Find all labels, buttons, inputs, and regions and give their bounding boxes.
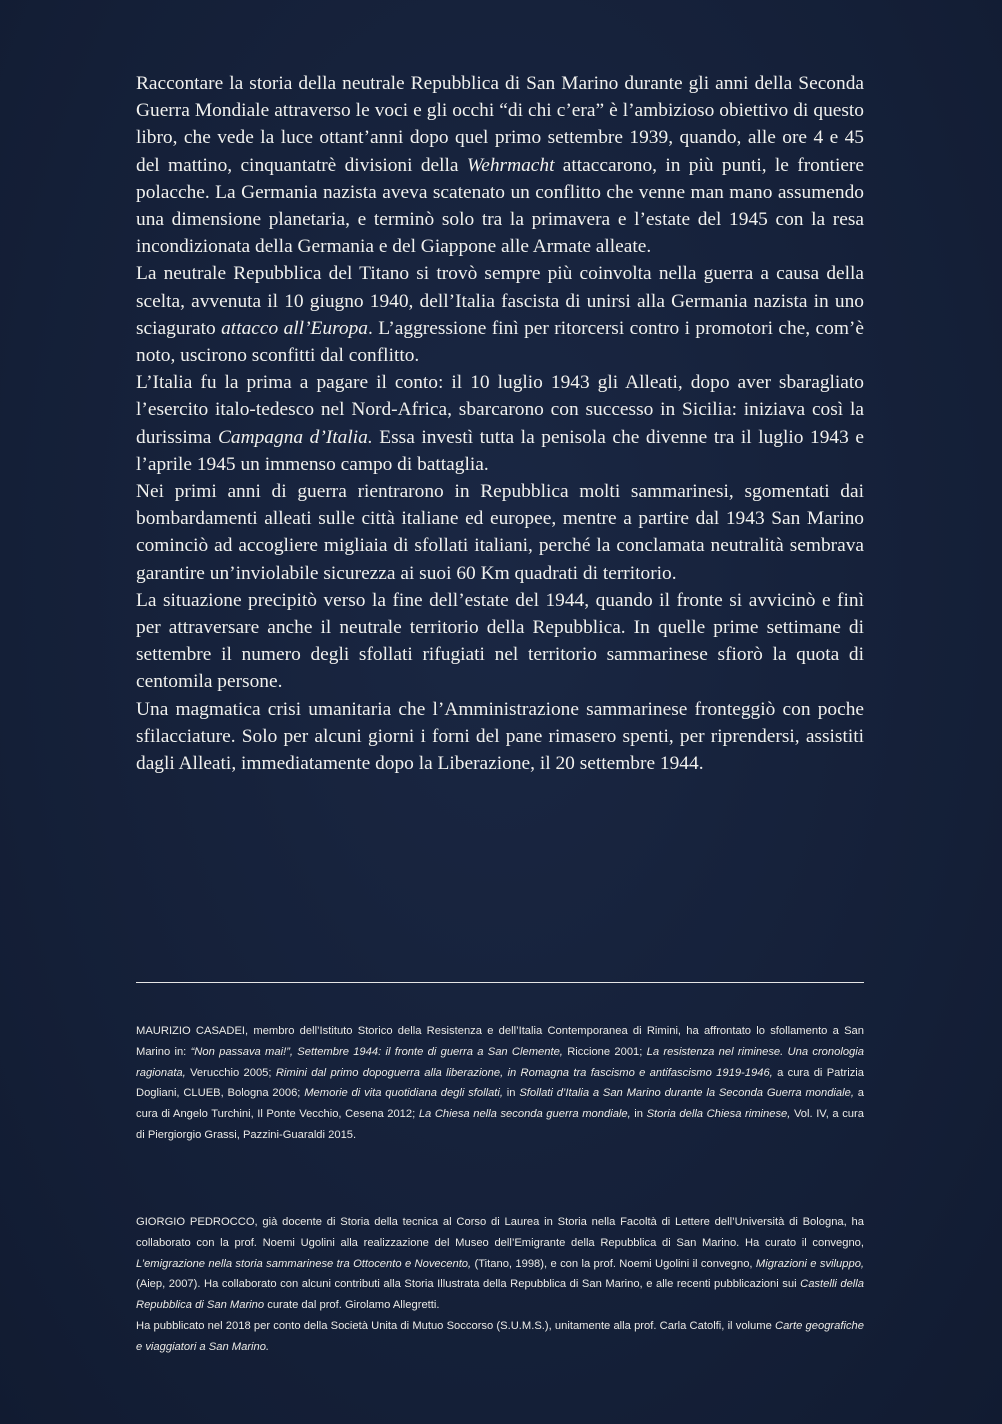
italic-text: Castelli della Repubblica di San Marino [136,1278,864,1312]
italic-text: La resistenza nel riminese. Una cronologia ragionata, [136,1045,864,1079]
synopsis-paragraph: La situazione precipitò verso la fine dell’estate del 1944, quando il fronte si avvicinò e finì per attraversare anche il neutrale territorio della Repubblica. In quelle prime settimane di settembre il numero degli sfollati rifugiati nel territorio sammarinese sfiorò la quota di centomila persone. [136,589,864,693]
synopsis-paragraph: Raccontare la storia della neutrale Repubblica di San Marino durante gli anni della Seconda Guerra Mondiale attraverso le voci e gli occhi “di chi c’era” è l’ambizioso obiettivo di questo libro, che vede la luce ottant’anni dopo quel primo settembre 1939, quando, alle ore 4 e 45 del mattino, cinquantatrè divisioni della Wehrmacht attaccarono, in più punti, le frontiere polacche. La Germania nazista aveva scatenato un conflitto che venne man mano assumendo una dimensione planetaria, e terminò solo tra la primavera e l’estate del 1945 con la resa incondizionata della Germania e del Giappone alle Armate alleate. [136,73,864,258]
synopsis-paragraph: Una magmatica crisi umanitaria che l’Amministrazione sammarinese fronteggiò con poche sfilacciature. Solo per alcuni giorni i forni del pane rimasero spenti, per riprendersi, assistiti dagli Alleati, immediatamente dopo la Liberazione, il 20 settembre 1944. [136,698,864,775]
synopsis-paragraph: Nei primi anni di guerra rientrarono in Repubblica molti sammarinesi, sgomentati dai bombardamenti alleati sulle città italiane ed europee, mentre a partire dal 1943 San Marino cominciò ad accogliere migliaia di sfollati italiani, perché la conclamata neutralità sembrava garantire un’inviolabile sicurezza ai suoi 60 Km quadrati di territorio. [136,481,864,584]
bio-paragraph: MAURIZIO CASADEI, membro dell’Istituto Storico della Resistenza e dell’Italia Contemporanea di Rimini, ha affrontato lo sfollamento a San Marino in: “Non passava mai!”, Settembre 1944: il fronte di guerra a San Clemente, Riccione 2001; La resistenza nel riminese. Una cronologia ragionata, Verucchio 2005; Rimini dal primo dopoguerra alla liberazione, in Romagna tra fascismo e antifascismo 1919-1946, a cura di Patrizia Dogliani, CLUEB, Bologna 2006; Memorie di vita quotidiana degli sfollati, in Sfollati d’Italia a San Marino durante la Seconda Guerra mondiale, a cura di Angelo Turchini, Il Ponte Vecchio, Cesena 2012; La Chiesa nella seconda guerra mondiale, in Storia della Chiesa riminese, Vol. IV, a cura di Piergiorgio Grassi, Pazzini-Guaraldi 2015. [136,1025,865,1141]
synopsis-text [136,70,864,777]
bio-paragraph: GIORGIO PEDROCCO, già docente di Storia della tecnica al Corso di Laurea in Storia nella Facoltà di Lettere dell’Università di Bologna, ha collaborato con la prof. Noemi Ugolini alla realizzazione del Museo dell’Emigrante della Repubblica di San Marino. Ha curato il convegno, L’emigrazione nella storia sammarinese tra Ottocento e Novecento, (Titano, 1998), e con la prof. Noemi Ugolini il convegno, Migrazioni e sviluppo, (Aiep, 2007). Ha collaborato con alcuni contributi alla Storia Illustrata della Repubblica di San Marino, e alle recenti pubblicazioni sui Castelli della Repubblica di San Marino curate dal prof. Girolamo Allegretti. [136,1216,865,1312]
section-divider [136,982,864,983]
italic-text: Rimini dal primo dopoguerra alla liberazione, in Romagna tra fascismo e antifascismo 1919-1946, [275,1066,773,1079]
italic-text: attacco all’Europa [221,317,368,339]
italic-text: Storia della Chiesa riminese, [646,1108,791,1121]
author-bio-casadei [136,1021,864,1146]
italic-text: Campagna d’Italia. [217,426,373,448]
author-bio-pedrocco [136,1212,864,1358]
bio-paragraph: Ha pubblicato nel 2018 per conto della Società Unita di Mutuo Soccorso (S.U.M.S.), unitamente alla prof. Carla Catolfi, il volume Carte geografiche e viaggiatori a San Marino. [136,1319,864,1353]
italic-text: Memorie di vita quotidiana degli sfollati, [304,1087,503,1100]
italic-text: Migrazioni e sviluppo, [755,1257,865,1270]
synopsis-paragraph: L’Italia fu la prima a pagare il conto: il 10 luglio 1943 gli Alleati, dopo aver sbaragliato l’esercito italo-tedesco nel Nord-Africa, sbarcarono con successo in Sicilia: iniziava così la durissima Campagna d’Italia. Essa investì tutta la penisola che divenne tra il luglio 1943 e l’aprile 1945 un immenso campo di battaglia. [136,372,865,475]
italic-text: “Non passava mai!”, Settembre 1944: il fronte di guerra a San Clemente, [190,1045,563,1058]
italic-text: La Chiesa nella seconda guerra mondiale, [418,1108,631,1121]
italic-text: Carte geografiche e viaggiatori a San Marino. [136,1319,864,1353]
italic-text: L’emigrazione nella storia sammarinese tra Ottocento e Novecento, [136,1257,472,1270]
synopsis-paragraph: La neutrale Repubblica del Titano si trovò sempre più coinvolta nella guerra a causa della scelta, avvenuta il 10 giugno 1940, dell’Italia fascista di unirsi alla Germania nazista in uno sciagurato attacco all’Europa. L’aggressione finì per ritorcersi contro i promotori che, com’è noto, uscirono sconfitti dal conflitto. [136,263,864,367]
italic-text: Sfollati d’Italia a San Marino durante la Seconda Guerra mondiale, [519,1087,854,1100]
italic-text: Wehrmacht [466,154,555,176]
